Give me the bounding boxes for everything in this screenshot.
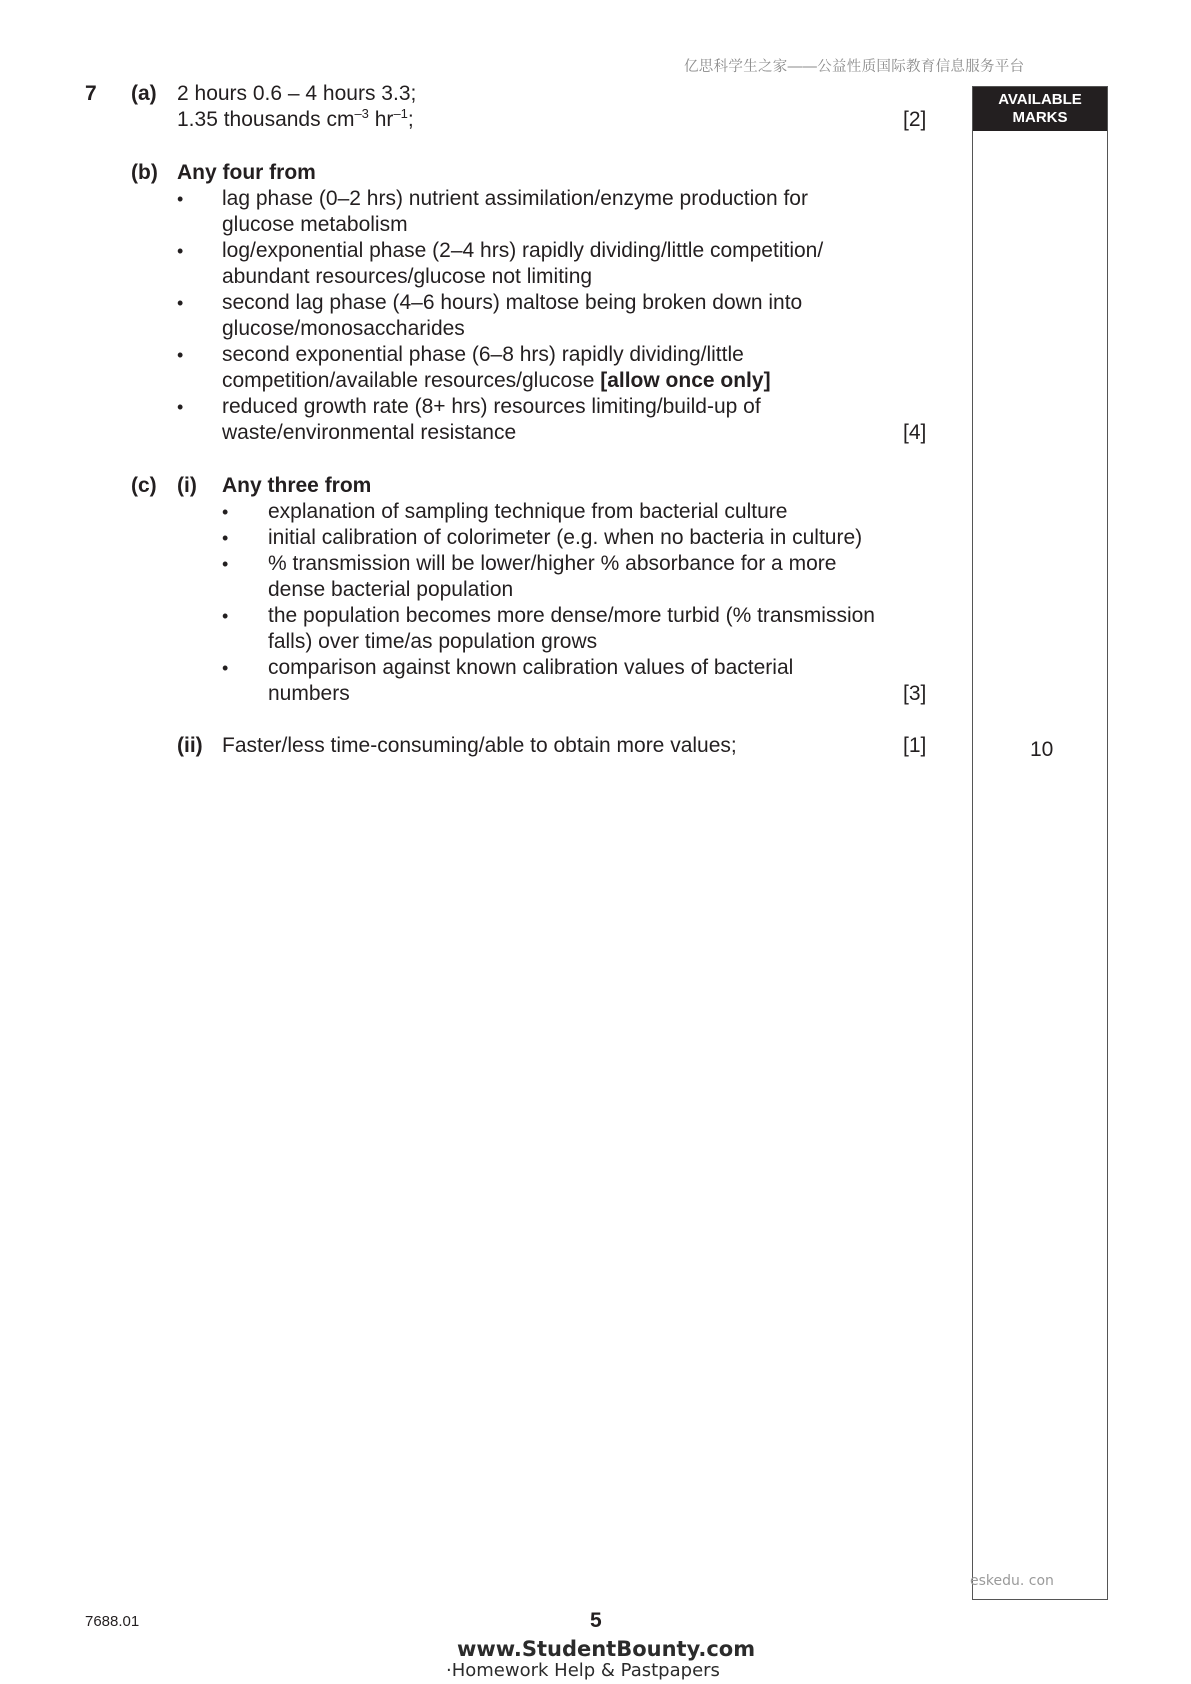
question-number: 7 (85, 82, 97, 105)
part-c-ii-text: Faster/less time-consuming/able to obtain more values; (222, 734, 737, 757)
available-marks-heading (973, 87, 1107, 131)
bullet-icon: • (222, 606, 229, 626)
part-b-item5-line1: reduced growth rate (8+ hrs) resources limiting/build-up of (222, 395, 761, 418)
available-marks-column (972, 86, 1108, 1600)
part-c-i-item5-line2: numbers (268, 682, 350, 705)
part-b-item4-line2-text: competition/available resources/glucose (222, 369, 601, 392)
bullet-icon: • (222, 502, 229, 522)
part-a-line1: 2 hours 0.6 – 4 hours 3.3; (177, 82, 417, 105)
part-b-item3-line2: glucose/monosaccharides (222, 317, 465, 340)
part-b-item3-line1: second lag phase (4–6 hours) maltose being broken down into (222, 291, 803, 314)
part-a-line2-pre: 1.35 thousands cm (177, 108, 355, 131)
bullet-icon: • (177, 293, 184, 313)
marks-heading-line2: MARKS (1012, 109, 1068, 126)
part-c-ii-label: (ii) (177, 734, 203, 757)
part-c-i-item5-line1: comparison against known calibration values of bacterial (268, 656, 794, 679)
page-number: 5 (590, 1609, 602, 1632)
marks-heading-line1: AVAILABLE (998, 91, 1082, 108)
studentbounty-url: www.StudentBounty.com (457, 1637, 756, 1661)
bullet-icon: • (177, 189, 184, 209)
part-a-sup2: –1 (393, 106, 408, 121)
part-b-item2-line2: abundant resources/glucose not limiting (222, 265, 593, 288)
part-b-item4-line1: second exponential phase (6–8 hrs) rapidly dividing/little (222, 343, 744, 366)
part-a-mark: [2] (903, 108, 927, 131)
part-c-i-item3-line2: dense bacterial population (268, 578, 514, 601)
part-b-mark: [4] (903, 421, 927, 444)
part-b-item5-line2: waste/environmental resistance (222, 421, 517, 444)
watermark-text: eskedu. con (970, 1573, 1054, 1589)
part-c-i-item3-line1: % transmission will be lower/higher % absorbance for a more (268, 552, 837, 575)
part-b-heading: Any four from (177, 161, 316, 184)
part-b-item1-line2: glucose metabolism (222, 213, 408, 236)
part-c-ii-mark: [1] (903, 734, 927, 757)
part-b-item4-note: [allow once only] (600, 369, 771, 392)
part-c-i-item1: explanation of sampling technique from bacterial culture (268, 500, 788, 523)
part-c-i-item2: initial calibration of colorimeter (e.g. when no bacteria in culture) (268, 526, 863, 549)
marks-total: 10 (1030, 738, 1054, 761)
part-a-line2-post: ; (407, 108, 414, 131)
part-c-i-item4-line1: the population becomes more dense/more turbid (% transmission (268, 604, 875, 627)
part-c-label: (c) (131, 474, 157, 497)
part-c-i-item4-line2: falls) over time/as population grows (268, 630, 598, 653)
part-c-i-heading: Any three from (222, 474, 372, 497)
bullet-icon: • (177, 397, 184, 417)
paper-code: 7688.01 (85, 1613, 140, 1630)
studentbounty-tagline: ·Homework Help & Pastpapers (446, 1660, 720, 1681)
part-b-item2-line1: log/exponential phase (2–4 hrs) rapidly dividing/little competition/ (222, 239, 824, 262)
bullet-icon: • (177, 241, 184, 261)
part-a-line2-mid: hr (368, 108, 394, 131)
part-a-sup1: –3 (354, 106, 369, 121)
bullet-icon: • (222, 528, 229, 548)
part-b-item1-line1: lag phase (0–2 hrs) nutrient assimilation/enzyme production for (222, 187, 808, 210)
part-c-i-label: (i) (177, 474, 197, 497)
part-b-label: (b) (131, 161, 158, 184)
part-a-label: (a) (131, 82, 157, 105)
header-site-text: 亿思科学生之家——公益性质国际教育信息服务平台 (684, 59, 1025, 75)
bullet-icon: • (222, 658, 229, 678)
bullet-icon: • (177, 345, 184, 365)
part-a-line2 (177, 107, 414, 133)
part-b-item4-line2 (222, 368, 771, 394)
part-c-i-mark: [3] (903, 682, 927, 705)
bullet-icon: • (222, 554, 229, 574)
